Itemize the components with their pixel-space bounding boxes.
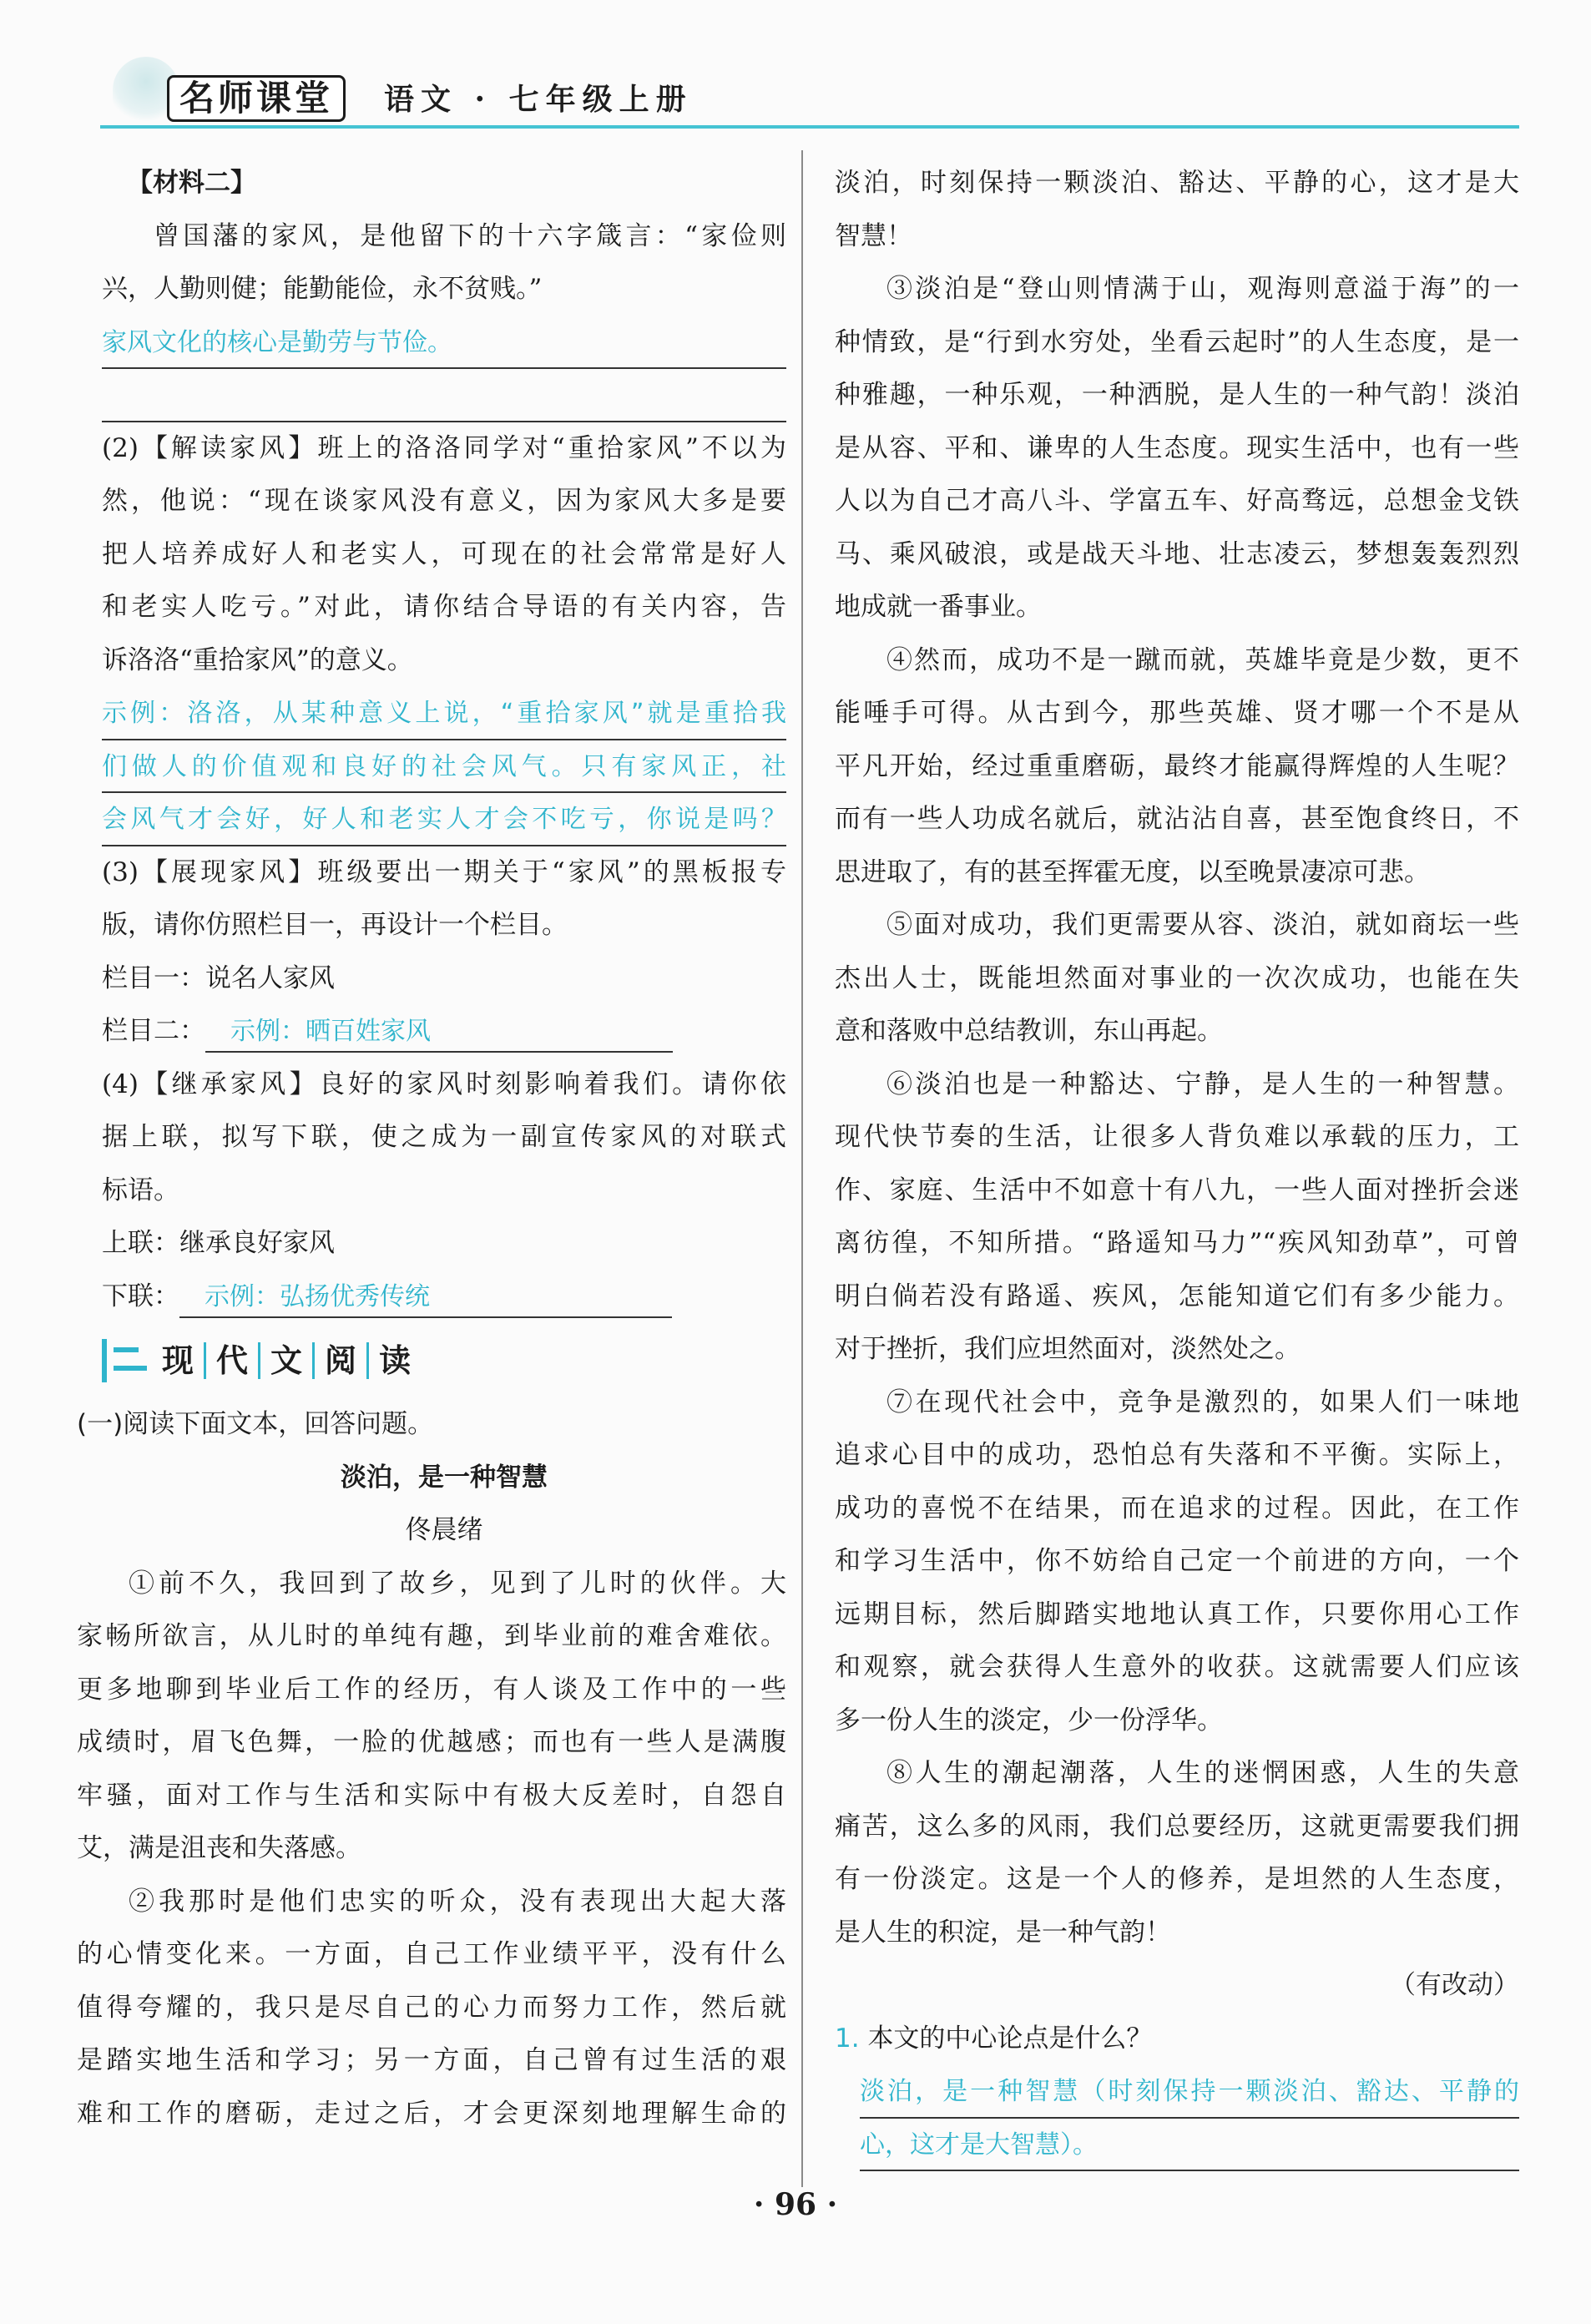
para5-line: 杰出人士，既能坦然面对事业的一次次成功，也能在失 [835, 962, 1519, 993]
para1-line: 艾，满是沮丧和失落感。 [77, 1833, 361, 1863]
section-char: 现 [152, 1342, 206, 1379]
para3-line: 种情致，是“行到水穷处，坐看云起时”的人生态度，是一 [835, 326, 1519, 357]
q2-line: 然，他说：“现在谈家风没有意义，因为家风大多是要 [102, 486, 786, 516]
q3-item2-answer: 示例：晒百姓家风 [205, 1013, 673, 1053]
para7-line: 远期目标，然后脚踏实地地认真工作，只要你用心工作 [835, 1599, 1519, 1629]
para1-line: 牢骚，面对工作与生活和实际中有极大反差时，自怨自 [77, 1780, 786, 1811]
para2-cont-line: 淡泊，时刻保持一颗淡泊、豁达、平静的心，这才是大 [835, 168, 1519, 198]
para7-line: 多一份人生的淡定，少一份浮华。 [835, 1705, 1223, 1735]
q4-lower-label: 下联： [102, 1281, 179, 1311]
para2-line: 的心情变化来。一方面，自己工作业绩平平，没有什么 [77, 1939, 786, 1969]
section-char: 代 [206, 1342, 260, 1379]
para4-line: 平凡开始，经过重重磨砺，最终才能赢得辉煌的人生呢？ [835, 750, 1519, 781]
para6-line: 对于挫折，我们应坦然面对，淡然处之。 [835, 1334, 1301, 1364]
q1-text: 本文的中心论点是什么？ [867, 2023, 1153, 2054]
q4-lower [102, 1271, 786, 1324]
answer-blank-line [102, 369, 786, 422]
section-char: 阅 [315, 1342, 369, 1379]
q4-upper: 上联：继承良好家风 [102, 1228, 335, 1258]
para4-line: ④然而，成功不是一蹴而就，英雄毕竟是少数，更不 [886, 644, 1519, 675]
left-column [77, 157, 786, 2140]
section-list-icon [102, 1339, 144, 1382]
article-author: 佟晨绪 [405, 1515, 483, 1545]
para3-line: 马、乘风破浪，或是战天斗地、壮志凌云，梦想轰轰烈烈 [835, 538, 1519, 569]
material2-line: 曾国藩的家风，是他留下的十六字箴言：“家俭则 [154, 220, 786, 251]
para2-line: ②我那时是他们忠实的听众，没有表现出大起大落 [129, 1886, 786, 1917]
header-rule [100, 125, 1519, 129]
para1-line: 成绩时，眉飞色舞，一脸的优越感；而也有一些人是满腹 [77, 1727, 786, 1757]
q1-answer-line: 淡泊，是一种智慧（时刻保持一颗淡泊、豁达、平静的 [860, 2065, 1519, 2119]
q2-line: (2)【解读家风】班上的洛洛同学对“重拾家风”不以为 [102, 432, 786, 463]
material2-label: 【材料二】 [127, 168, 256, 198]
para2-cont-line: 智慧！ [835, 220, 912, 251]
para7-line: 和观察，就会获得人生意外的收获。这就需要人们应该 [835, 1652, 1519, 1682]
q2-answer-line: 会风气才会好，好人和老实人才会不吃亏，你说是吗？ [102, 793, 786, 846]
source-note: （有改动） [1390, 1970, 1519, 2000]
q3-line: (3)【展现家风】班级要出一期关于“家风”的黑板报专 [102, 856, 786, 887]
q2-line: 诉洛洛“重拾家风”的意义。 [102, 644, 413, 675]
para6-line: 现代快节奏的生活，让很多人背负难以承载的压力，工 [835, 1122, 1519, 1152]
para6-line: 离彷徨，不知所措。“路遥知马力”“疾风知劲草”，可曾 [835, 1228, 1519, 1258]
material2-answer: 家风文化的核心是勤劳与节俭。 [102, 316, 786, 370]
section-heading-modern-reading [102, 1323, 786, 1398]
q4-line: (4)【继承家风】良好的家风时刻影响着我们。请你依 [102, 1069, 786, 1099]
q1-answer-line: 心，这才是大智慧）。 [860, 2119, 1519, 2172]
q2-line: 把人培养成好人和老实人，可现在的社会常常是好人 [102, 538, 786, 569]
para1-line: ①前不久，我回到了故乡，见到了儿时的伙伴。大 [129, 1568, 786, 1599]
para2-line: 值得夸耀的，我只是尽自己的心力而努力工作，然后就 [77, 1992, 786, 2023]
para8-line: 痛苦，这么多的风雨，我们总要经历，这就更需要我们拥 [835, 1811, 1519, 1842]
section-char: 读 [379, 1342, 412, 1379]
brand-logo: 名师课堂 [167, 75, 346, 122]
q2-answer-line: 们做人的价值观和良好的社会风气。只有家风正，社 [102, 740, 786, 794]
section-char: 文 [260, 1342, 315, 1379]
para3-line: 是从容、平和、谦卑的人生态度。现实生活中，也有一些 [835, 432, 1519, 463]
para8-line: ⑧人生的潮起潮落，人生的迷惘困惑，人生的失意 [886, 1758, 1519, 1788]
subject-title: 语文 · 七年级上册 [384, 82, 693, 117]
column-divider [801, 150, 803, 2187]
para4-line: 而有一些人功成名就后，就沾沾自喜，甚至饱食终日，不 [835, 804, 1519, 834]
para4-line: 思进取了，有的甚至挥霍无度，以至晚景凄凉可悲。 [835, 856, 1430, 887]
right-column [835, 157, 1519, 2171]
para7-line: 追求心目中的成功，恐怕总有失落和不平衡。实际上， [835, 1440, 1519, 1470]
para5-line: 意和落败中总结教训，东山再起。 [835, 1016, 1223, 1046]
para1-line: 更多地聊到毕业后工作的经历，有人谈及工作中的一些 [77, 1674, 786, 1705]
para2-line: 难和工作的磨砺，走过之后，才会更深刻地理解生命的 [77, 2098, 786, 2129]
para1-line: 家畅所欲言，从儿时的单纯有趣，到毕业前的难舍难依。 [77, 1621, 786, 1651]
article-title: 淡泊，是一种智慧 [341, 1462, 548, 1493]
para5-line: ⑤面对成功，我们更需要从容、淡泊，就如商坛一些 [886, 910, 1519, 940]
q3-item2-label: 栏目二： [102, 1016, 205, 1046]
para6-line: 作、家庭、生活中不如意十有八九，一些人面对挫折会迷 [835, 1175, 1519, 1205]
q1-number: 1. [835, 2023, 860, 2054]
para4-line: 能唾手可得。从古到今，那些英雄、贤才哪一个不是从 [835, 698, 1519, 728]
para7-line: 成功的喜悦不在结果，而在追求的过程。因此，在工作 [835, 1493, 1519, 1523]
material2-line: 兴，人勤则健；能勤能俭，永不贫贱。” [102, 274, 543, 304]
para3-line: 人以为自己才高八斗、学富五车、好高骛远，总想金戈铁 [835, 486, 1519, 516]
q2-line: 和老实人吃亏。”对此，请你结合导语的有关内容，告 [102, 592, 786, 622]
page-number: · 96 · [753, 2187, 838, 2222]
para7-line: ⑦在现代社会中，竞争是激烈的，如果人们一味地 [886, 1387, 1519, 1417]
para6-line: 明白倘若没有路遥、疾风，怎能知道它们有多少能力。 [835, 1281, 1519, 1311]
q1-question [835, 2013, 1519, 2066]
q3-line: 版，请你仿照栏目一，再设计一个栏目。 [102, 910, 568, 940]
q4-lower-answer: 示例：弘扬优秀传统 [179, 1278, 672, 1318]
para3-line: 种雅趣，一种乐观，一种洒脱，是人生的一种气韵！淡泊 [835, 380, 1519, 410]
para8-line: 是人生的积淀，是一种气韵！ [835, 1917, 1171, 1948]
para6-line: ⑥淡泊也是一种豁达、宁静，是人生的一种智慧。 [886, 1069, 1519, 1099]
q3-item1: 栏目一：说名人家风 [102, 962, 335, 993]
q4-line: 标语。 [102, 1175, 179, 1205]
para8-line: 有一份淡定。这是一个人的修养，是坦然的人生态度， [835, 1864, 1519, 1894]
q4-line: 据上联，拟写下联，使之成为一副宣传家风的对联式 [102, 1122, 786, 1152]
q3-item2 [102, 1005, 786, 1058]
para2-line: 是踏实地生活和学习；另一方面，自己曾有过生活的艰 [77, 2045, 786, 2075]
q2-answer-line: 示例：洛洛，从某种意义上说，“重拾家风”就是重拾我 [102, 687, 786, 740]
reading-intro: (一)阅读下面文本，回答问题。 [77, 1409, 434, 1439]
para3-line: 地成就一番事业。 [835, 592, 1042, 622]
para7-line: 和学习生活中，你不妨给自己定一个前进的方向，一个 [835, 1546, 1519, 1576]
para3-line: ③淡泊是“登山则情满于山，观海则意溢于海”的一 [886, 274, 1519, 304]
